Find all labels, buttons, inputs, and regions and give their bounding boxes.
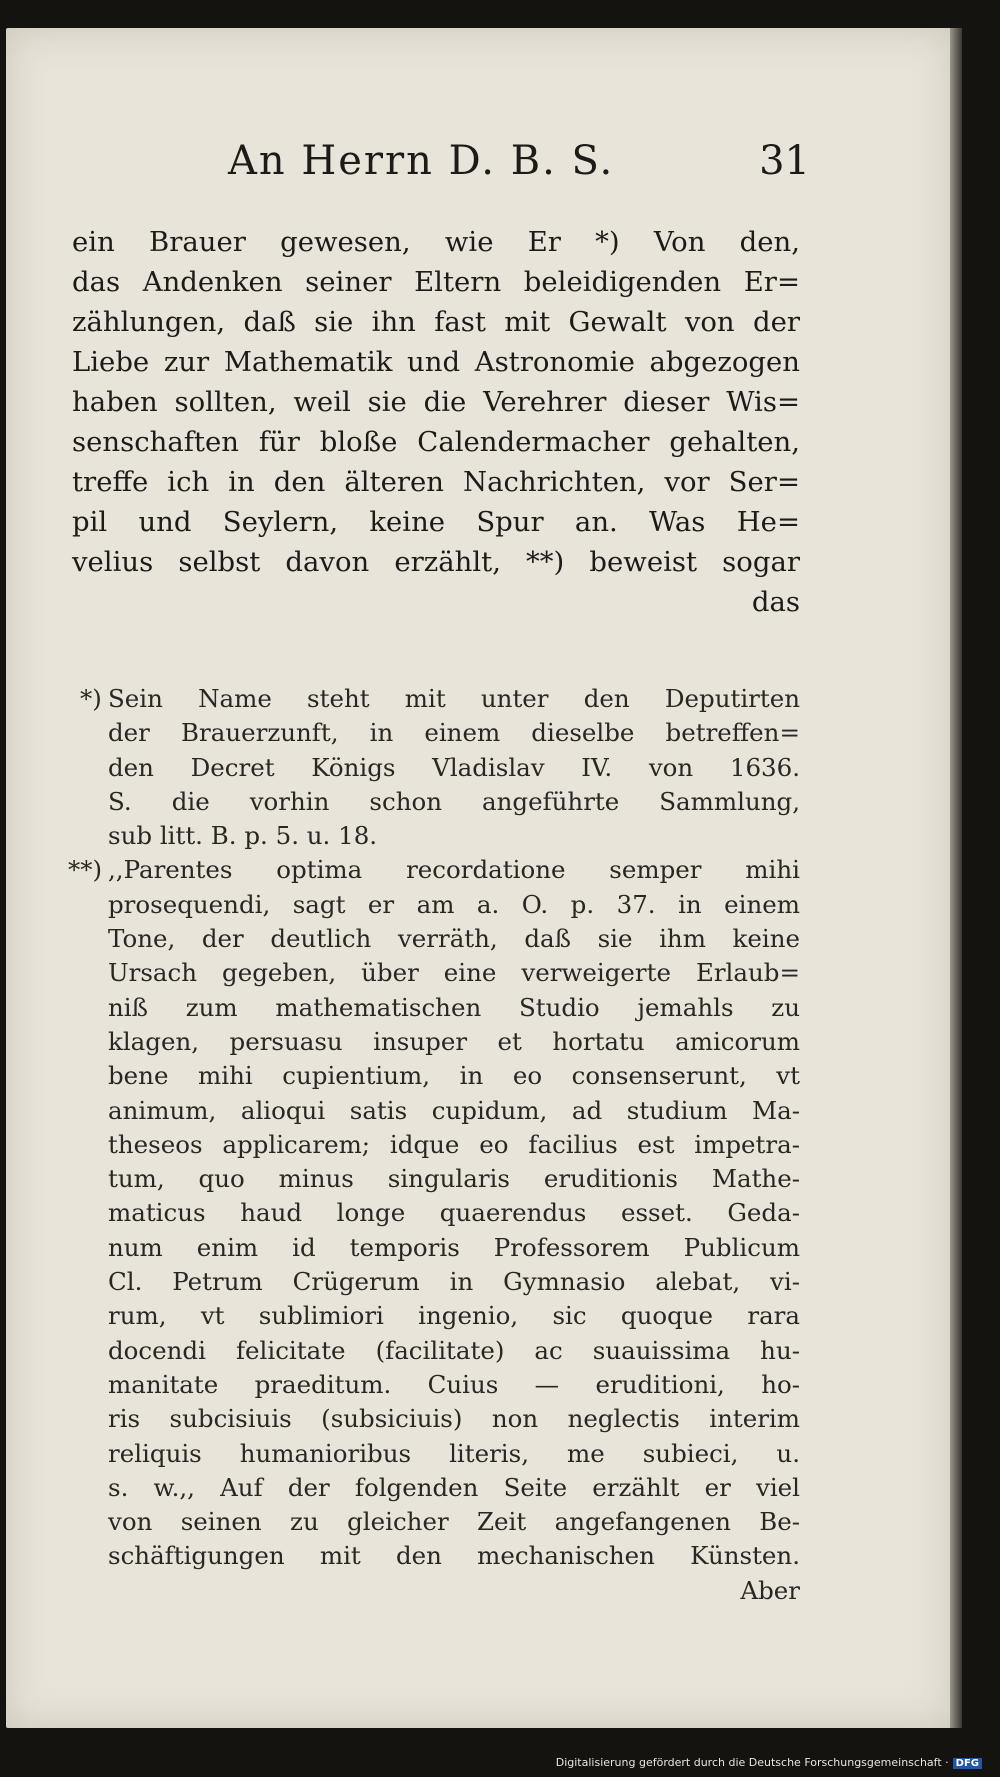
- footnote-line: animum, alioqui satis cupidum, ad studium Ma-: [108, 1095, 800, 1125]
- footnote-marker: *): [80, 684, 102, 713]
- footnote-line: schäftigungen mit den mechanischen Künsten.: [108, 1541, 800, 1571]
- footnote-line: sub litt. B. p. 5. u. 18.: [108, 821, 378, 851]
- text-line: ein Brauer gewesen, wie Er *) Von den,: [72, 226, 800, 258]
- footnote-line: bene mihi cupientium, in eo consenserunt, vt: [108, 1061, 800, 1091]
- footnote-line: von seinen zu gleicher Zeit angefangenen Be-: [108, 1507, 800, 1537]
- footnote-line: maticus haud longe quaerendus esset. Geda-: [108, 1198, 800, 1228]
- footnote-line: Cl. Petrum Crügerum in Gymnasio alebat, vi-: [108, 1267, 800, 1297]
- footnote-line: num enim id temporis Professorem Publicum: [108, 1232, 800, 1262]
- footnote-line: Sein Name steht mit unter den Deputirten: [108, 684, 800, 713]
- footnote-line: klagen, persuasu insuper et hortatu amicorum: [108, 1026, 800, 1056]
- main-text: [72, 222, 800, 622]
- page-number: 31: [759, 138, 810, 184]
- text-line: das Andenken seiner Eltern beleidigenden Er=: [72, 266, 800, 298]
- text-line: Liebe zur Mathematik und Astronomie abgezogen: [72, 346, 800, 378]
- footnote-line: tum, quo minus singularis eruditionis Mathe-: [108, 1164, 800, 1194]
- footnote-line: Ursach gegeben, über eine verweigerte Erlaub=: [108, 958, 800, 988]
- footnote-2: [68, 853, 800, 1608]
- text-line: velius selbst davon erzählt, **) beweist sogar: [72, 546, 800, 578]
- footnote-line: den Decret Königs Vladislav IV. von 1636.: [108, 752, 800, 782]
- footnote-line: S. die vorhin schon angeführte Sammlung,: [108, 786, 800, 816]
- footnote-line: manitate praeditum. Cuius — eruditioni, ho-: [108, 1369, 800, 1399]
- running-title: An Herrn D. B. S.: [228, 138, 615, 184]
- catchword: Aber: [740, 1575, 800, 1605]
- footnote-marker: **): [68, 855, 103, 885]
- page-edge: [950, 28, 962, 1728]
- footnote-line: ,,Parentes optima recordatione semper mihi: [108, 855, 800, 885]
- text-line: senschaften für bloße Calendermacher gehalten,: [72, 426, 800, 458]
- footnote-line: ris subcisiuis (subsiciuis) non neglectis interim: [108, 1404, 800, 1434]
- text-line: treffe ich in den älteren Nachrichten, vor Ser=: [72, 466, 800, 498]
- footnote-line: docendi felicitate (facilitate) ac suauissima hu-: [108, 1335, 800, 1365]
- digitization-credit: [556, 1756, 982, 1769]
- footnote-line: prosequendi, sagt er am a. O. p. 37. in einem: [108, 889, 800, 919]
- text-line: zählungen, daß sie ihn fast mit Gewalt von der: [72, 306, 800, 338]
- running-header: [220, 138, 810, 198]
- footnotes: [68, 682, 800, 1608]
- footnote-line: rum, vt sublimiori ingenio, sic quoque rara: [108, 1301, 800, 1331]
- footnote-line: theseos applicarem; idque eo facilius est impetra-: [108, 1129, 800, 1159]
- footnote-line: niß zum mathematischen Studio jemahls zu: [108, 992, 800, 1022]
- footnote-1: [80, 682, 800, 853]
- footnote-line: der Brauerzunft, in einem dieselbe betreffen=: [108, 718, 800, 748]
- footnote-line: reliquis humanioribus literis, me subieci, u.: [108, 1438, 800, 1468]
- text-line: pil und Seylern, keine Spur an. Was He=: [72, 506, 800, 538]
- dfg-logo: DFG: [953, 1758, 982, 1769]
- text-line-catchword: das: [751, 586, 800, 618]
- footnote-line: s. w.,, Auf der folgenden Seite erzählt er viel: [108, 1472, 800, 1502]
- credit-text: Digitalisierung gefördert durch die Deutsche Forschungsgemeinschaft ·: [555, 1756, 949, 1769]
- footnote-line: Tone, der deutlich verräth, daß sie ihm keine: [108, 924, 800, 954]
- text-line: haben sollten, weil sie die Verehrer dieser Wis=: [72, 386, 800, 418]
